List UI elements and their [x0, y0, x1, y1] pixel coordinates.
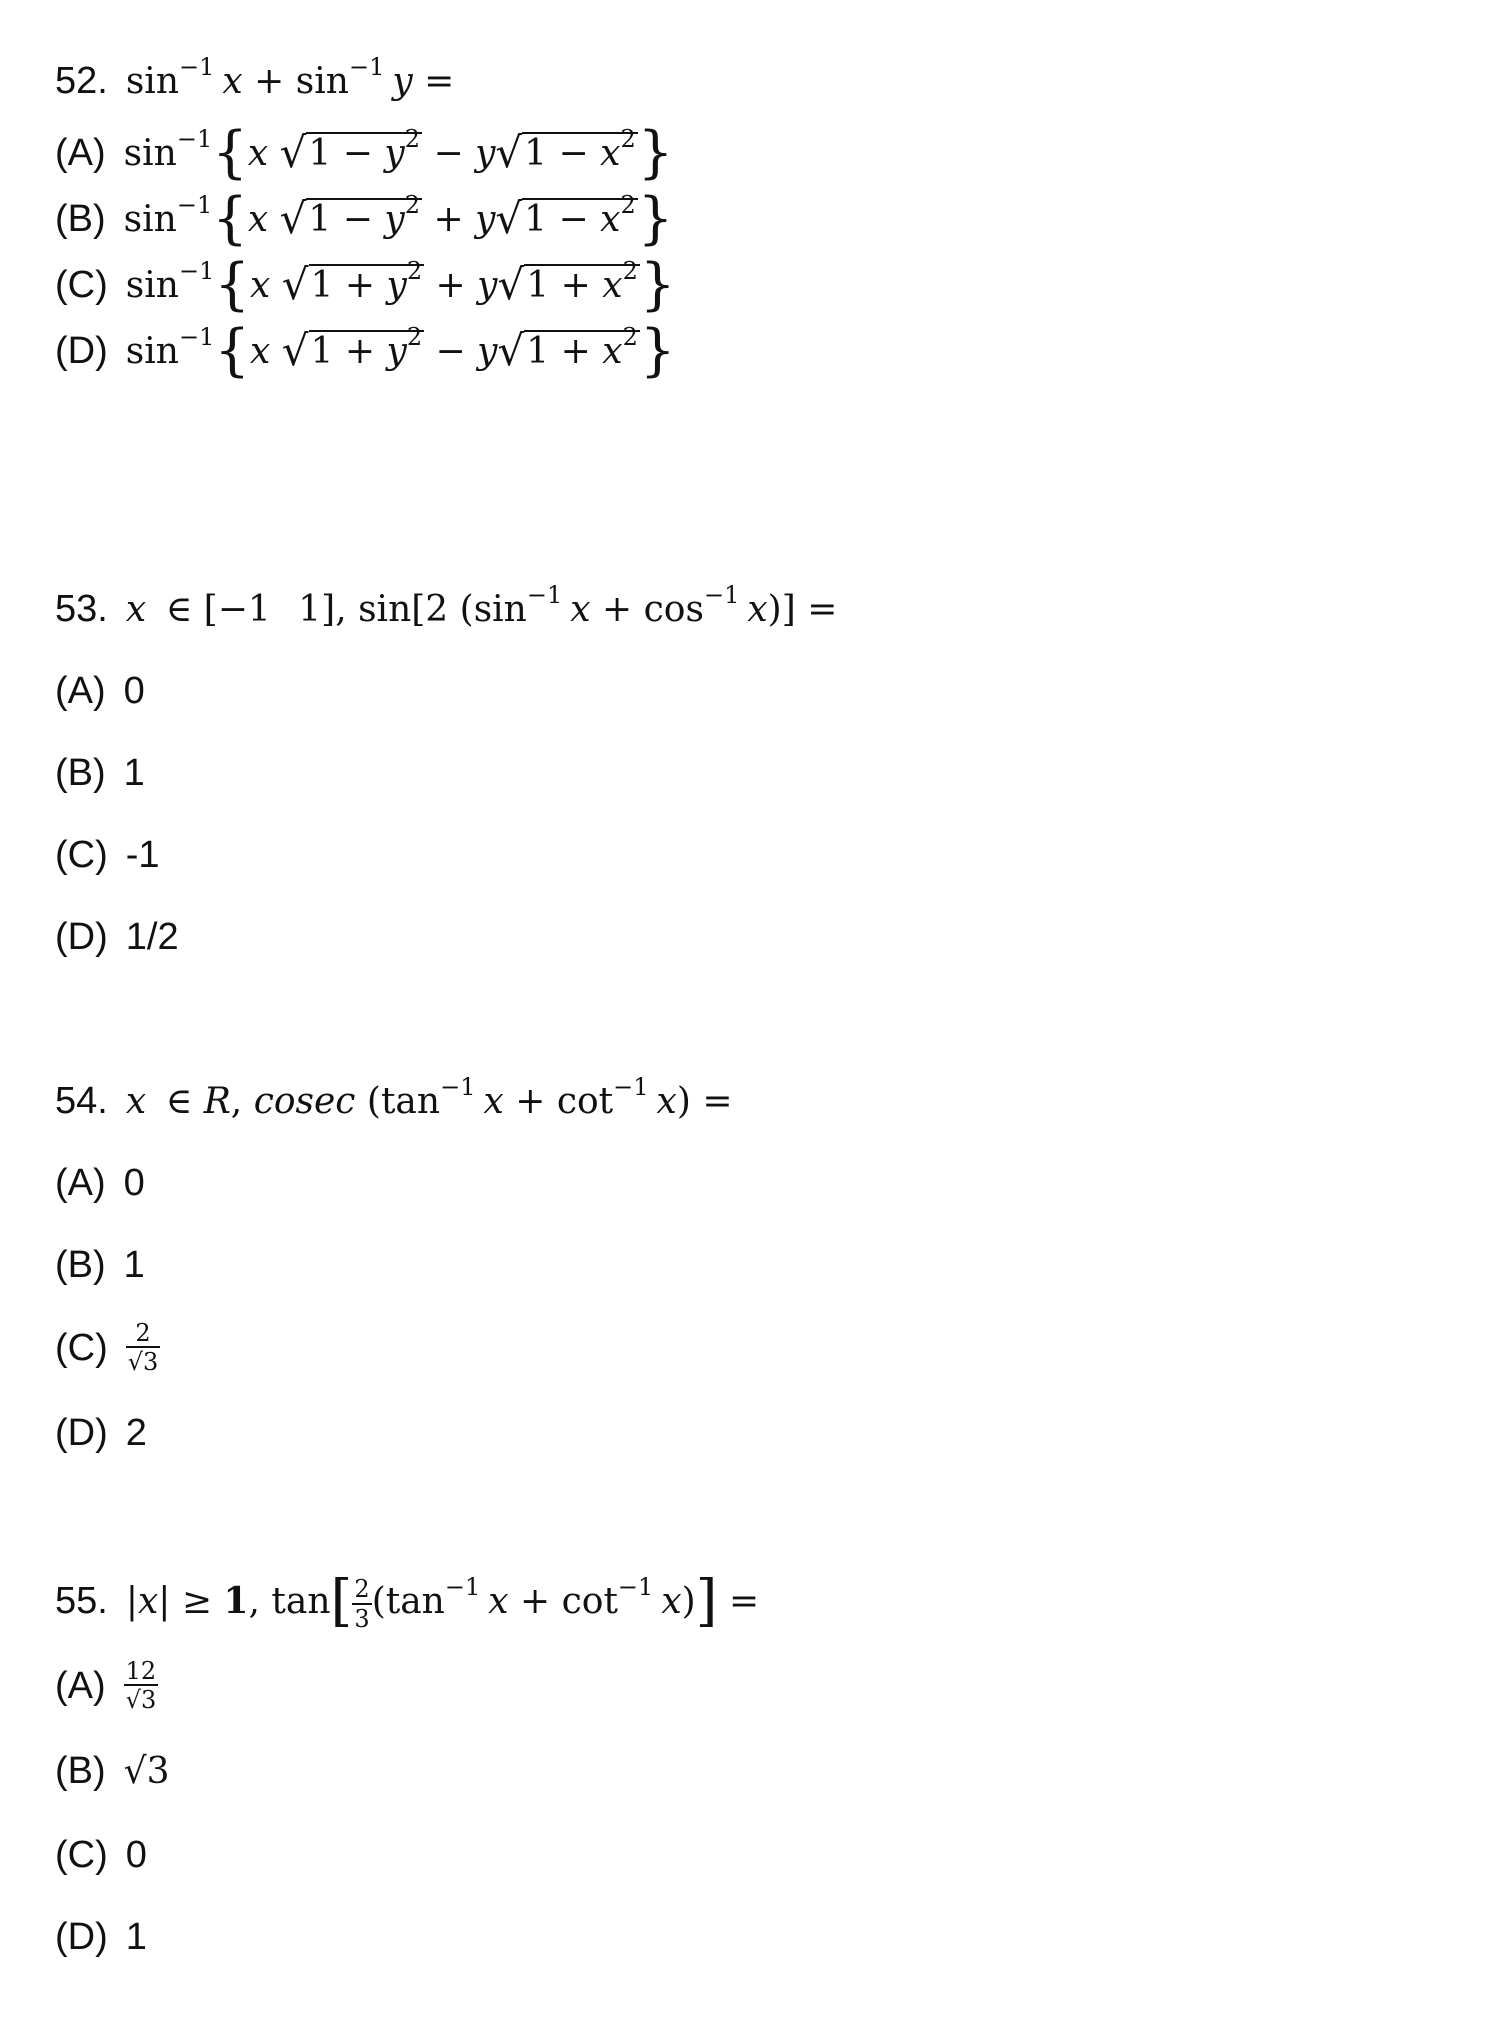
option-label: (A) [55, 670, 106, 712]
question-52-stem [55, 53, 455, 102]
question-53-stem [55, 581, 838, 630]
option-label: (A) [55, 1664, 106, 1707]
option-label: (C) [55, 264, 108, 307]
question-53-option-d[interactable] [55, 918, 179, 956]
question-55-option-c[interactable] [55, 1836, 147, 1874]
question-math: x ∈ [−1 1], sin[2 ($\sin^{-1}$ $x + \cos^{-1} x$)] = [125, 581, 838, 630]
question-55-option-b[interactable] [55, 1752, 170, 1790]
option-value: 1 [123, 752, 145, 794]
option-math: $\sin^{-1}\{x$ $√1 + y^2 - y√1 + x^2$} [125, 319, 676, 384]
stem-fraction: $\frac{2}{3}$ [354, 1575, 370, 1633]
option-label: (D) [55, 1412, 108, 1454]
option-label: (D) [55, 1916, 108, 1958]
option-fraction [126, 1320, 161, 1376]
fraction-numerator: 12 [125, 1657, 157, 1685]
option-label: (B) [55, 1244, 106, 1286]
question-52-option-a[interactable] [55, 121, 674, 186]
option-math: $\sin^{-1}\{x$ $√1 + y^2 + y√1 + x^2$} [125, 253, 676, 318]
option-value: 1 [125, 1916, 147, 1958]
question-math: $\sin^{-1} x + \sin^{-1} y$ = [125, 53, 455, 102]
option-label: (D) [55, 916, 108, 958]
fraction-denominator: √3 [127, 1348, 159, 1377]
option-value: -1 [125, 834, 160, 876]
option-label: (C) [55, 1834, 108, 1876]
question-53-option-a[interactable] [55, 672, 145, 710]
option-value: √3 [123, 1751, 170, 1792]
option-fraction [124, 1658, 159, 1714]
option-value: 1 [123, 1244, 145, 1286]
option-math: $\sin^{-1}\{x$ $√1 - y^2 + y√1 - x^2$} [123, 187, 674, 252]
question-number: 52. [55, 60, 108, 102]
question-52-option-d[interactable] [55, 319, 676, 384]
question-52-option-c[interactable] [55, 253, 676, 318]
question-math: x ∈ R, cosec ($\tan^{-1}$ $x + \cot^{-1} x$) = [125, 1073, 733, 1122]
fraction-numerator: 2 [135, 1319, 151, 1347]
option-label: (C) [55, 834, 108, 876]
question-54-option-b[interactable] [55, 1246, 145, 1284]
question-number: 53. [55, 588, 108, 630]
question-53-option-c[interactable] [55, 836, 160, 874]
question-55-option-a[interactable] [55, 1658, 158, 1714]
question-number: 55. [55, 1580, 108, 1623]
option-label: (B) [55, 198, 106, 241]
question-52-option-b[interactable] [55, 187, 674, 252]
question-54-stem [55, 1073, 733, 1122]
question-54-option-a[interactable] [55, 1164, 145, 1202]
option-label: (B) [55, 752, 106, 794]
option-label: (C) [55, 1326, 108, 1369]
option-label: (A) [55, 132, 106, 175]
option-value: 0 [125, 1834, 147, 1876]
question-number: 54. [55, 1080, 108, 1122]
question-54-option-c[interactable] [55, 1320, 160, 1376]
option-label: (B) [55, 1750, 106, 1792]
option-label: (D) [55, 330, 108, 373]
question-54-option-d[interactable] [55, 1414, 147, 1452]
fraction-denominator: √3 [125, 1686, 157, 1715]
option-value: 1/2 [125, 916, 179, 958]
question-math: |x| ≥ 1, tan[ $\frac{2}{3}$ ($\tan^{-1}$ $x + \cot^{-1} x$)] = [125, 1569, 760, 1634]
question-55-stem [55, 1569, 760, 1634]
option-value: 0 [123, 670, 145, 712]
question-55-option-d[interactable] [55, 1918, 147, 1956]
question-53-option-b[interactable] [55, 754, 145, 792]
option-label: (A) [55, 1162, 106, 1204]
option-value: 2 [125, 1412, 147, 1454]
option-value: 0 [123, 1162, 145, 1204]
option-math: $\sin^{-1}\{x$ $√1 - y^2 - y√1 - x^2$} [123, 121, 674, 186]
